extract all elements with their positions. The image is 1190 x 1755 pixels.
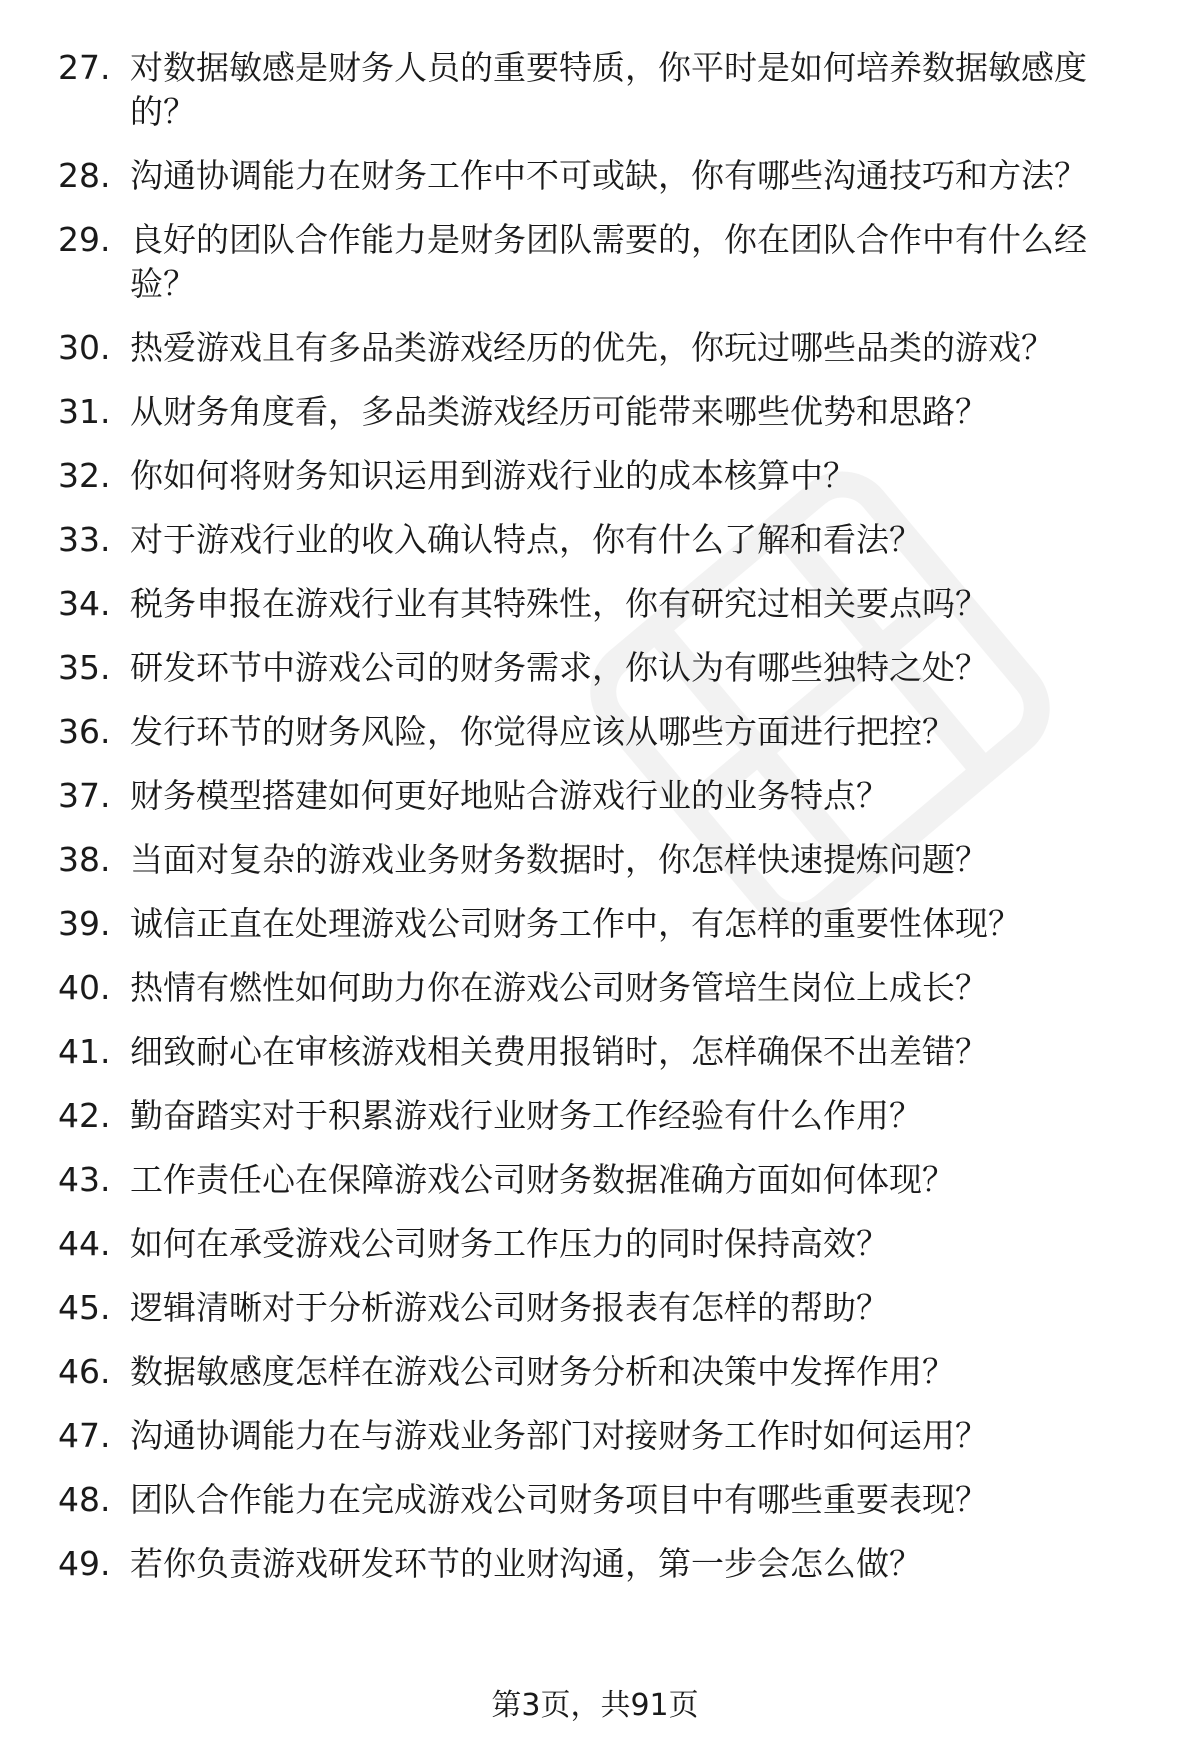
question-item [58,1414,1148,1458]
question-number: 28. [58,156,111,195]
question-item [58,774,1148,818]
question-item [58,518,1148,562]
question-number: 33. [58,520,111,559]
question-number: 32. [58,456,111,495]
question-text: 税务申报在游戏行业有其特殊性，你有研究过相关要点吗？ [130,584,988,623]
question-text: 沟通协调能力在与游戏业务部门对接财务工作时如何运用？ [130,1416,988,1455]
question-number: 37. [58,776,111,815]
question-item [58,966,1148,1010]
question-item [58,838,1148,882]
question-number: 27. [58,48,111,87]
question-text: 当面对复杂的游戏业务财务数据时，你怎样快速提炼问题？ [130,840,988,879]
question-number: 31. [58,392,111,431]
question-text: 工作责任心在保障游戏公司财务数据准确方面如何体现？ [130,1160,955,1199]
question-number: 41. [58,1032,111,1071]
question-text: 如何在承受游戏公司财务工作压力的同时保持高效？ [130,1224,889,1263]
question-text: 良好的团队合作能力是财务团队需要的，你在团队合作中有什么经验？ [130,220,1087,303]
question-item [58,1030,1148,1074]
question-text: 你如何将财务知识运用到游戏行业的成本核算中？ [130,456,856,495]
question-item [58,1286,1148,1330]
question-text: 热情有燃性如何助力你在游戏公司财务管培生岗位上成长？ [130,968,988,1007]
question-item [58,326,1148,370]
question-text: 热爱游戏且有多品类游戏经历的优先，你玩过哪些品类的游戏？ [130,328,1054,367]
question-text: 数据敏感度怎样在游戏公司财务分析和决策中发挥作用？ [130,1352,955,1391]
question-number: 47. [58,1416,111,1455]
question-item [58,1094,1148,1138]
question-item [58,1542,1148,1586]
question-item [58,646,1148,690]
question-text: 若你负责游戏研发环节的业财沟通，第一步会怎么做？ [130,1544,922,1583]
question-number: 46. [58,1352,111,1391]
question-text: 沟通协调能力在财务工作中不可或缺，你有哪些沟通技巧和方法？ [130,156,1087,195]
question-number: 40. [58,968,111,1007]
question-number: 30. [58,328,111,367]
question-text: 从财务角度看，多品类游戏经历可能带来哪些优势和思路？ [130,392,988,431]
question-item [58,218,1148,306]
question-item [58,710,1148,754]
question-number: 38. [58,840,111,879]
question-text: 细致耐心在审核游戏相关费用报销时，怎样确保不出差错？ [130,1032,988,1071]
question-item [58,46,1148,134]
question-text: 勤奋踏实对于积累游戏行业财务工作经验有什么作用？ [130,1096,922,1135]
question-number: 39. [58,904,111,943]
question-text: 团队合作能力在完成游戏公司财务项目中有哪些重要表现？ [130,1480,988,1519]
question-text: 诚信正直在处理游戏公司财务工作中，有怎样的重要性体现？ [130,904,1021,943]
question-number: 34. [58,584,111,623]
question-text: 发行环节的财务风险，你觉得应该从哪些方面进行把控？ [130,712,955,751]
question-text: 对于游戏行业的收入确认特点，你有什么了解和看法？ [130,520,922,559]
question-number: 42. [58,1096,111,1135]
question-item [58,1158,1148,1202]
question-text: 对数据敏感是财务人员的重要特质，你平时是如何培养数据敏感度的？ [130,48,1087,131]
question-item [58,1478,1148,1522]
question-item [58,390,1148,434]
question-number: 45. [58,1288,111,1327]
question-number: 35. [58,648,111,687]
question-text: 研发环节中游戏公司的财务需求，你认为有哪些独特之处？ [130,648,988,687]
question-item [58,1222,1148,1266]
question-text: 逻辑清晰对于分析游戏公司财务报表有怎样的帮助？ [130,1288,889,1327]
question-item [58,454,1148,498]
question-number: 44. [58,1224,111,1263]
question-number: 43. [58,1160,111,1199]
question-number: 48. [58,1480,111,1519]
question-list [58,46,1148,1606]
question-item [58,1350,1148,1394]
question-item [58,902,1148,946]
page-footer: 第3页，共91页 [491,1688,699,1723]
question-number: 36. [58,712,111,751]
question-item [58,582,1148,626]
question-item [58,154,1148,198]
question-number: 49. [58,1544,111,1583]
question-number: 29. [58,220,111,259]
question-text: 财务模型搭建如何更好地贴合游戏行业的业务特点？ [130,776,889,815]
